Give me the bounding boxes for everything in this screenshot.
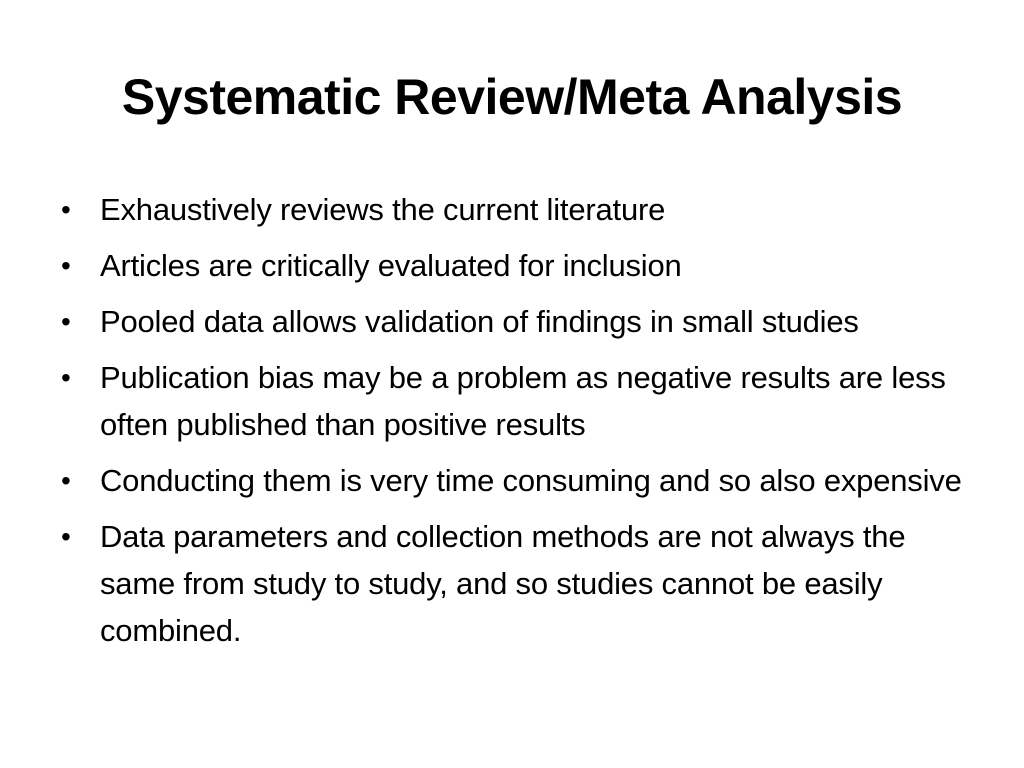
bullet-text: Conducting them is very time consuming and so also expensive bbox=[100, 463, 962, 498]
bullet-item bbox=[56, 186, 966, 233]
bullet-dot-icon: • bbox=[61, 521, 71, 552]
bullet-dot-icon: • bbox=[61, 362, 71, 393]
bullet-text: Articles are critically evaluated for inclusion bbox=[100, 248, 682, 283]
bullet-item bbox=[56, 354, 966, 448]
bullet-item bbox=[56, 242, 966, 289]
bullet-text: Exhaustively reviews the current literature bbox=[100, 192, 666, 227]
bullet-dot-icon: • bbox=[61, 306, 71, 337]
bullet-text: Pooled data allows validation of findings in small studies bbox=[100, 304, 859, 339]
bullet-dot-icon: • bbox=[61, 250, 71, 281]
slide-title: Systematic Review/Meta Analysis bbox=[121, 69, 903, 125]
bullet-dot-icon: • bbox=[61, 194, 71, 225]
bullet-dot-icon: • bbox=[61, 465, 71, 496]
bullet-text: Data parameters and collection methods are not always the same from study to study, and so studies cannot be easily combined. bbox=[100, 519, 906, 648]
bullet-item bbox=[56, 513, 966, 654]
bullet-item bbox=[56, 457, 966, 504]
bullet-text: Publication bias may be a problem as negative results are less often published than positive results bbox=[100, 360, 946, 442]
bullet-item bbox=[56, 298, 966, 345]
bullet-list bbox=[56, 186, 966, 663]
